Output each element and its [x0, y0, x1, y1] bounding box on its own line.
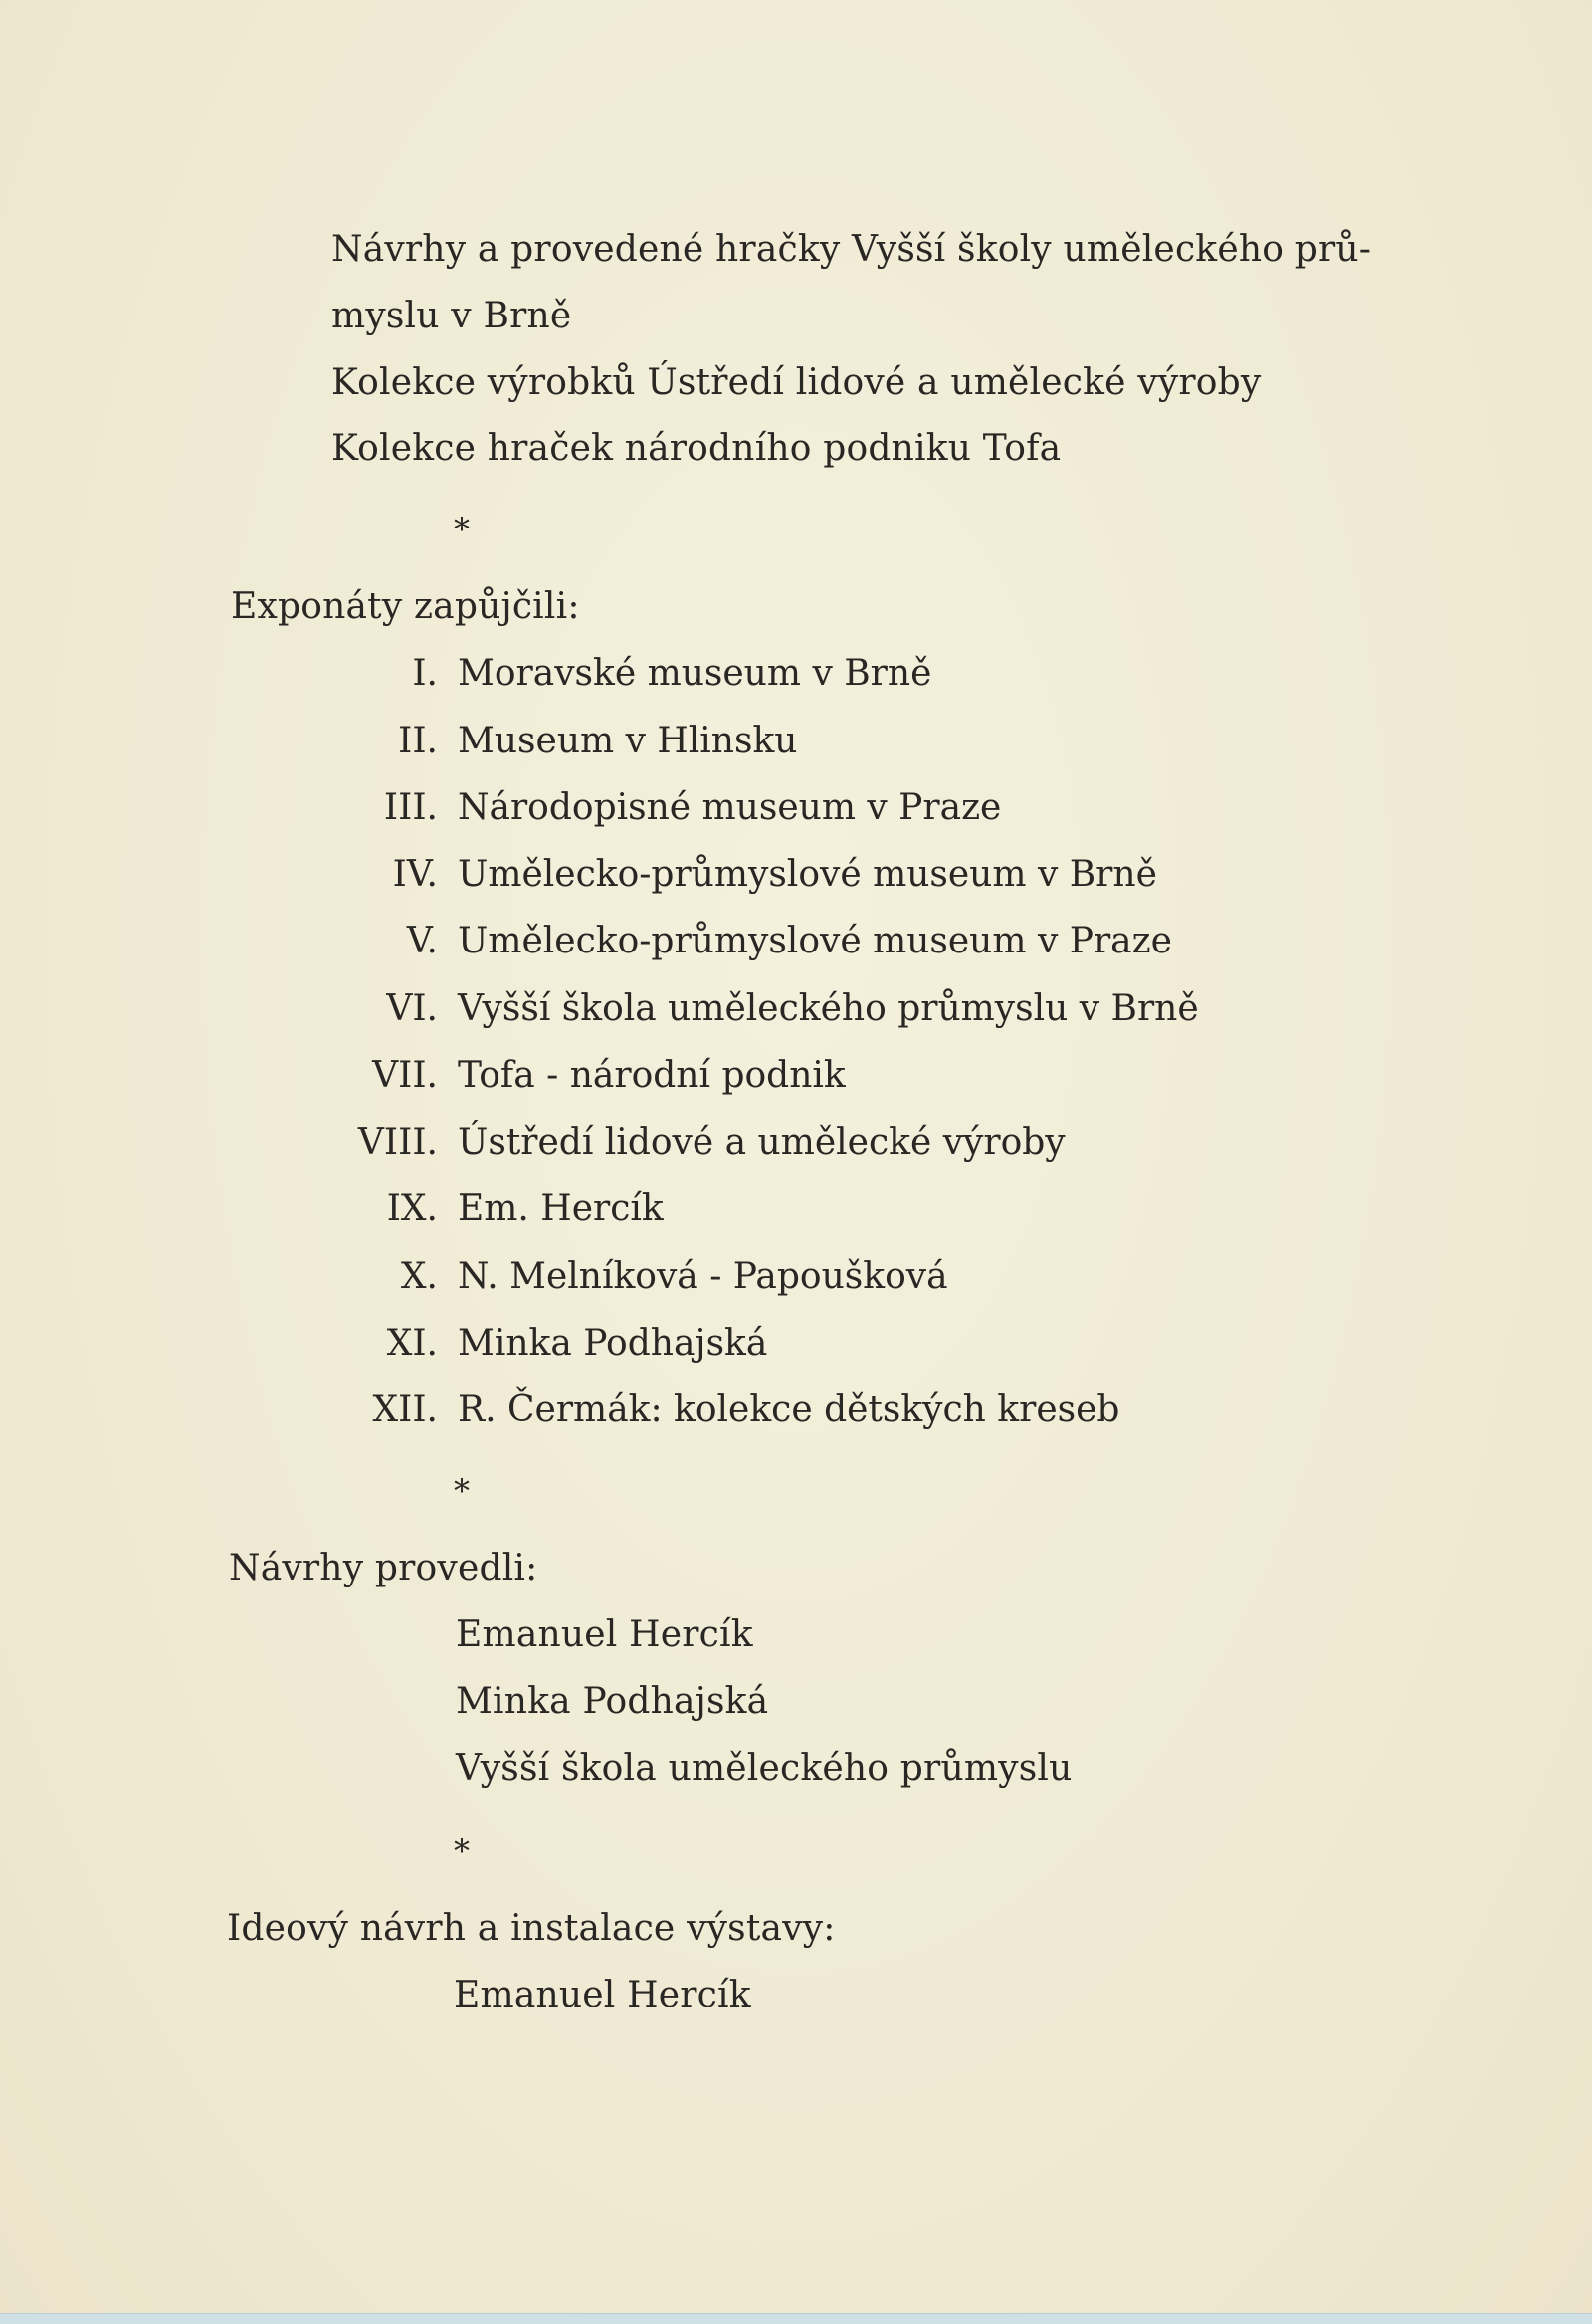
lender-number: VI. [386, 988, 438, 1029]
concept-author: Emanuel Hercík [454, 1975, 751, 2015]
separator-asterisk: * [454, 1472, 470, 1510]
intro-line-4: Kolekce hraček národního podniku Tofa [331, 428, 1062, 469]
lender-number: IX. [386, 1188, 438, 1229]
lender-name: Umělecko-průmyslové museum v Praze [458, 921, 1172, 961]
lender-name: Tofa - národní podnik [458, 1055, 846, 1096]
intro-line-1: Návrhy a provedené hračky Vyšší školy uměleckého prů- [331, 229, 1372, 270]
lender-number: XII. [372, 1389, 438, 1430]
designer-name: Minka Podhajská [456, 1681, 769, 1722]
lender-number: V. [406, 921, 438, 961]
lender-name: Em. Hercík [458, 1188, 664, 1229]
lender-number: XI. [386, 1323, 438, 1364]
lenders-heading: Exponáty zapůjčili: [231, 586, 580, 627]
lender-name: Umělecko-průmyslové museum v Brně [458, 854, 1157, 895]
intro-line-3: Kolekce výrobků Ústředí lidové a umělecké výroby [331, 362, 1262, 403]
separator-asterisk: * [454, 1832, 470, 1870]
lender-number: VII. [372, 1055, 438, 1096]
lender-number: X. [400, 1256, 438, 1297]
lender-number: VIII. [357, 1122, 438, 1162]
lender-number: I. [412, 653, 438, 694]
intro-line-2: myslu v Brně [331, 296, 572, 336]
designer-name: Emanuel Hercík [456, 1614, 753, 1655]
separator-asterisk: * [454, 511, 470, 548]
lender-name: Moravské museum v Brně [458, 653, 932, 694]
lender-name: Národopisné museum v Praze [458, 787, 1002, 828]
lender-number: IV. [392, 854, 438, 895]
lender-number: II. [398, 721, 438, 761]
lender-name: N. Melníková - Papoušková [458, 1256, 948, 1297]
lender-name: Ústředí lidové a umělecké výroby [458, 1122, 1066, 1162]
bottom-edge-rule [0, 2313, 1592, 2324]
concept-heading: Ideový návrh a instalace výstavy: [227, 1908, 836, 1949]
lender-name: R. Čermák: kolekce dětských kreseb [458, 1389, 1120, 1430]
designers-heading: Návrhy provedli: [229, 1548, 538, 1588]
lender-name: Museum v Hlinsku [458, 721, 798, 761]
lender-number: III. [383, 787, 438, 828]
lender-name: Vyšší škola uměleckého průmyslu v Brně [458, 988, 1199, 1029]
lender-name: Minka Podhajská [458, 1323, 768, 1364]
designer-name: Vyšší škola uměleckého průmyslu [456, 1748, 1073, 1789]
